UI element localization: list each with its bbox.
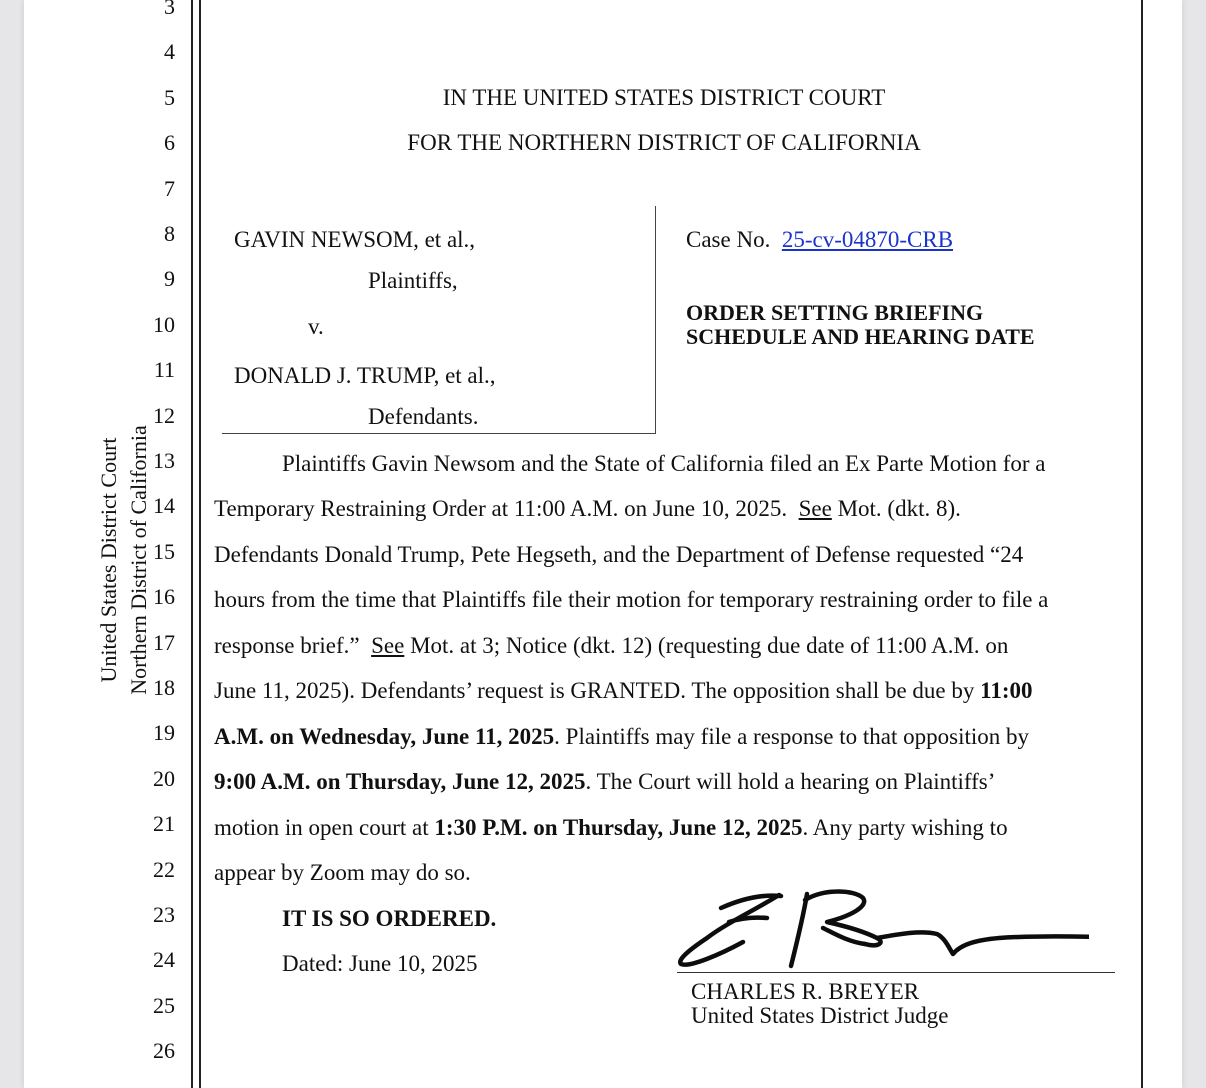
body-line-18 — [214, 677, 1033, 705]
judge-title: United States District Judge — [691, 1003, 949, 1028]
line-number: 7 — [164, 175, 175, 201]
judge-name: CHARLES R. BREYER — [691, 979, 920, 1004]
body-line-21-bold: 1:30 P.M. on Thursday, June 12, 2025 — [434, 815, 803, 840]
body-line-18-bold: 11:00 — [980, 678, 1033, 703]
signature-line — [677, 972, 1115, 973]
line-number: 25 — [153, 992, 175, 1018]
court-name-line2: FOR THE NORTHERN DISTRICT OF CALIFORNIA — [407, 130, 921, 155]
body-line-13: Plaintiffs Gavin Newsom and the State of California filed an Ex Parte Motion for a — [282, 451, 1046, 476]
body-line-18-a: June 11, 2025). Defendants’ request is GRANTED. The opposition shall be due by — [214, 678, 975, 703]
left-margin-rule-inner — [199, 0, 201, 1088]
body-line-14-see: See — [798, 496, 832, 521]
caption-vertical-rule — [655, 206, 656, 434]
left-margin-rule — [191, 0, 193, 1088]
case-number-link[interactable]: 25-cv-04870-CRB — [781, 227, 954, 252]
defendant-role: Defendants. — [368, 404, 479, 429]
body-line-21 — [214, 814, 1008, 842]
case-number-label: Case No. — [686, 227, 771, 252]
plaintiff-name: GAVIN NEWSOM, et al., — [234, 227, 476, 252]
versus: v. — [308, 314, 324, 339]
order-title-line2: SCHEDULE AND HEARING DATE — [686, 324, 1035, 349]
line-number: 20 — [153, 765, 175, 791]
body-line-22: appear by Zoom may do so. — [214, 860, 471, 885]
body-line-17 — [214, 632, 1008, 660]
line-number: 14 — [153, 493, 175, 519]
line-number: 9 — [164, 266, 175, 292]
so-ordered: IT IS SO ORDERED. — [282, 906, 497, 931]
order-title-line1: ORDER SETTING BRIEFING — [686, 300, 984, 325]
body-line-20-b: . The Court will hold a hearing on Plaintiffs’ — [585, 769, 996, 794]
line-number: 8 — [164, 221, 175, 246]
line-number: 6 — [164, 130, 175, 156]
body-line-14-a: Temporary Restraining Order at 11:00 A.M. on June 10, 2025. — [214, 496, 788, 521]
body-line-16: hours from the time that Plaintiffs file their motion for temporary restraining order to file a — [214, 587, 1049, 612]
line-number: 15 — [153, 538, 175, 564]
line-number: 4 — [164, 39, 175, 65]
case-number-line — [686, 226, 953, 254]
body-line-19-b: . Plaintiffs may file a response to that opposition by — [554, 724, 1030, 749]
body-line-17-a: response brief.” — [214, 633, 360, 658]
court-name-line1: IN THE UNITED STATES DISTRICT COURT — [442, 85, 886, 110]
body-line-19-bold: A.M. on Wednesday, June 11, 2025 — [214, 724, 555, 749]
line-number: 18 — [153, 675, 175, 700]
line-number: 16 — [153, 584, 175, 610]
line-number: 13 — [153, 448, 175, 473]
caption-bottom-rule — [222, 433, 656, 434]
line-number: 21 — [153, 811, 175, 837]
line-number: 12 — [153, 402, 175, 428]
line-number: 19 — [153, 720, 175, 746]
body-line-20 — [214, 768, 995, 796]
judge-signature — [669, 882, 1089, 974]
side-label-line2: Northern District of California — [126, 425, 151, 695]
body-line-20-bold: 9:00 A.M. on Thursday, June 12, 2025 — [214, 769, 586, 794]
right-margin-rule — [1141, 0, 1143, 1088]
line-number: 24 — [153, 947, 175, 973]
line-number: 26 — [153, 1038, 175, 1064]
document-page — [24, 0, 1182, 1088]
side-label-line1: United States District Court — [96, 437, 121, 683]
body-line-17-b: Mot. at 3; Notice (dkt. 12) (requesting due date of 11:00 A.M. on — [410, 633, 1009, 658]
line-number: 22 — [153, 856, 175, 882]
line-number: 17 — [153, 629, 175, 655]
line-number: 5 — [164, 84, 175, 110]
order-title — [686, 301, 1035, 349]
body-line-14 — [214, 495, 961, 523]
judge-block — [691, 980, 948, 1028]
dated-line: Dated: June 10, 2025 — [282, 951, 478, 976]
line-number: 11 — [153, 357, 175, 383]
defendant-name: DONALD J. TRUMP, et al., — [234, 363, 496, 388]
body-line-17-see: See — [371, 633, 405, 658]
body-line-15: Defendants Donald Trump, Pete Hegseth, and the Department of Defense requested “24 — [214, 542, 1024, 567]
line-number: 3 — [164, 0, 175, 19]
body-line-21-b: . Any party wishing to — [802, 815, 1008, 840]
body-line-19 — [214, 723, 1029, 751]
line-number: 23 — [153, 902, 175, 927]
plaintiff-role: Plaintiffs, — [368, 268, 458, 293]
body-line-21-a: motion in open court at — [214, 815, 429, 840]
line-number: 10 — [153, 311, 175, 337]
body-line-14-b: Mot. (dkt. 8). — [837, 496, 961, 521]
